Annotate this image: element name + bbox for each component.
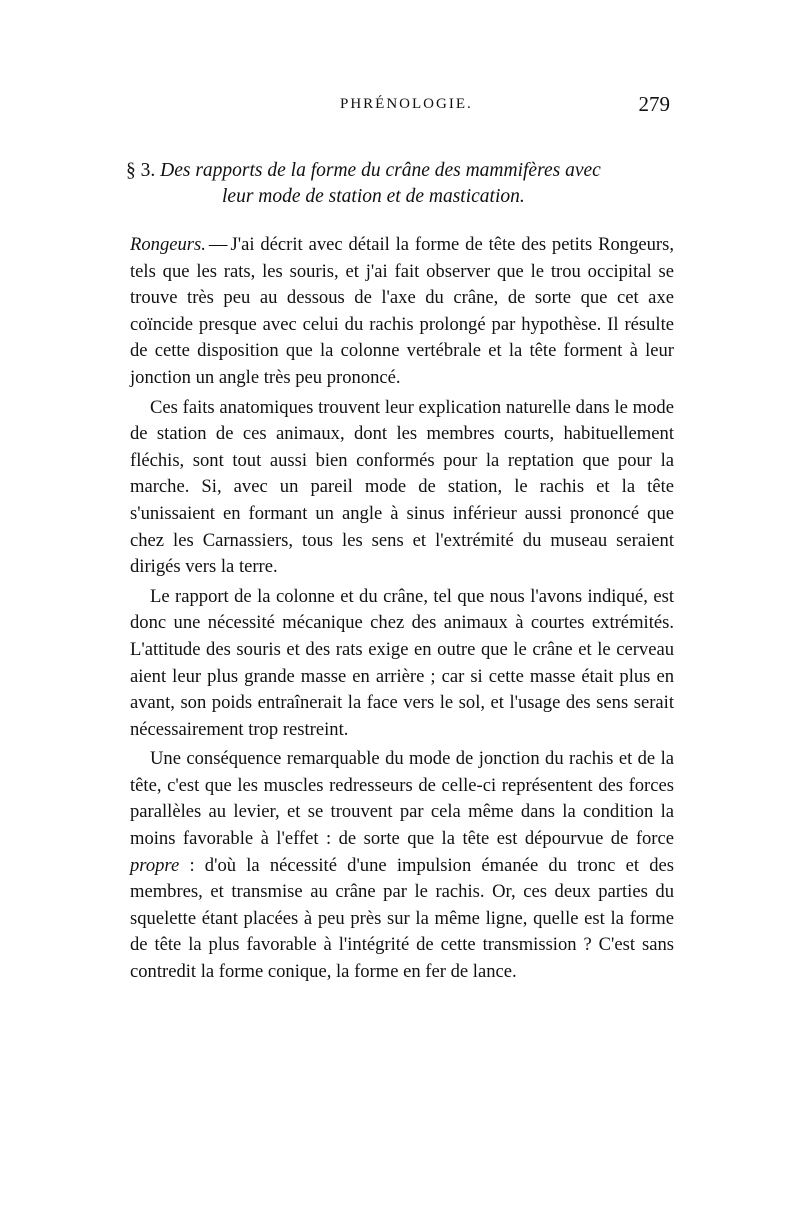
em-dash: — bbox=[208, 234, 228, 255]
section-title-line-1: Des rapports de la forme du crâne des mammifères avec bbox=[160, 160, 601, 181]
lead-term: Rongeurs. bbox=[130, 234, 206, 255]
paragraph-text: Une conséquence remarquable du mode de jonction du rachis et de la tête, c'est que les muscles redresseurs de celle-ci représentent des forces parallèles au levier, et se trouvent par cela même dans la condition la moins favorable à l'effet : de sorte que la tête est dépourvue de force bbox=[130, 748, 674, 850]
running-title: PHRÉNOLOGIE. bbox=[340, 96, 473, 112]
paragraph-spine-skull-relation: Le rapport de la colonne et du crâne, tel que nous l'avons indiqué, est donc une nécessité mécanique chez des animaux à courtes extrémités. L'attitude des souris et des rats exige en outre que le crâne et le cerveau aient leur plus grande masse en arrière ; car si cette masse était plus en avant, son poids entraînerait la face vers le sol, et l'usage des sens serait nécessairement trop restreint. bbox=[130, 585, 674, 740]
emphasis-propre: propre bbox=[130, 854, 180, 876]
paragraph-text: J'ai décrit avec détail la forme de tête des petits Rongeurs, tels que les rats, les souris, et j'ai fait observer que le trou occipital se trouve très peu au dessous de l'axe du crâne, de sorte que cet axe coïncide presque avec celui du rachis prolongé par hypothèse. Il résulte de cette disposition que la colonne vertébrale et la tête forment à leur jonction un angle très peu prononcé. bbox=[130, 234, 674, 388]
paragraph-consequence bbox=[130, 746, 674, 985]
running-head bbox=[130, 92, 670, 126]
paragraph-anatomical-facts: Ces faits anatomiques trouvent leur explication naturelle dans le mode de station de ces animaux, dont les membres courts, habituellement fléchis, sont tout aussi bien conformés pour la reptation que pour la marche. Si, avec un pareil mode de station, le rachis et la tête s'unissaient en formant un angle à sinus inférieur aussi prononcé que chez les Carnassiers, tous les sens et l'extrémité du museau seraient dirigés vers la terre. bbox=[130, 396, 674, 578]
paragraph-rongeurs bbox=[130, 232, 674, 392]
page-number: 279 bbox=[638, 92, 670, 116]
paragraph-text: : d'où la nécessité d'une impulsion émanée du tronc et des membres, et transmise au crâne par le rachis. Or, ces deux parties du squelette étant placées à peu près sur la même ligne, quelle est la forme de tête la plus favorable à l'intégrité de cette transmission ? C'est sans contredit la forme conique, la forme en fer de lance. bbox=[130, 854, 674, 983]
section-mark: § 3. bbox=[126, 160, 156, 181]
section-title-line-2: leur mode de station et de mastication. bbox=[222, 186, 525, 207]
section-heading bbox=[126, 158, 686, 210]
body-text bbox=[130, 232, 674, 986]
